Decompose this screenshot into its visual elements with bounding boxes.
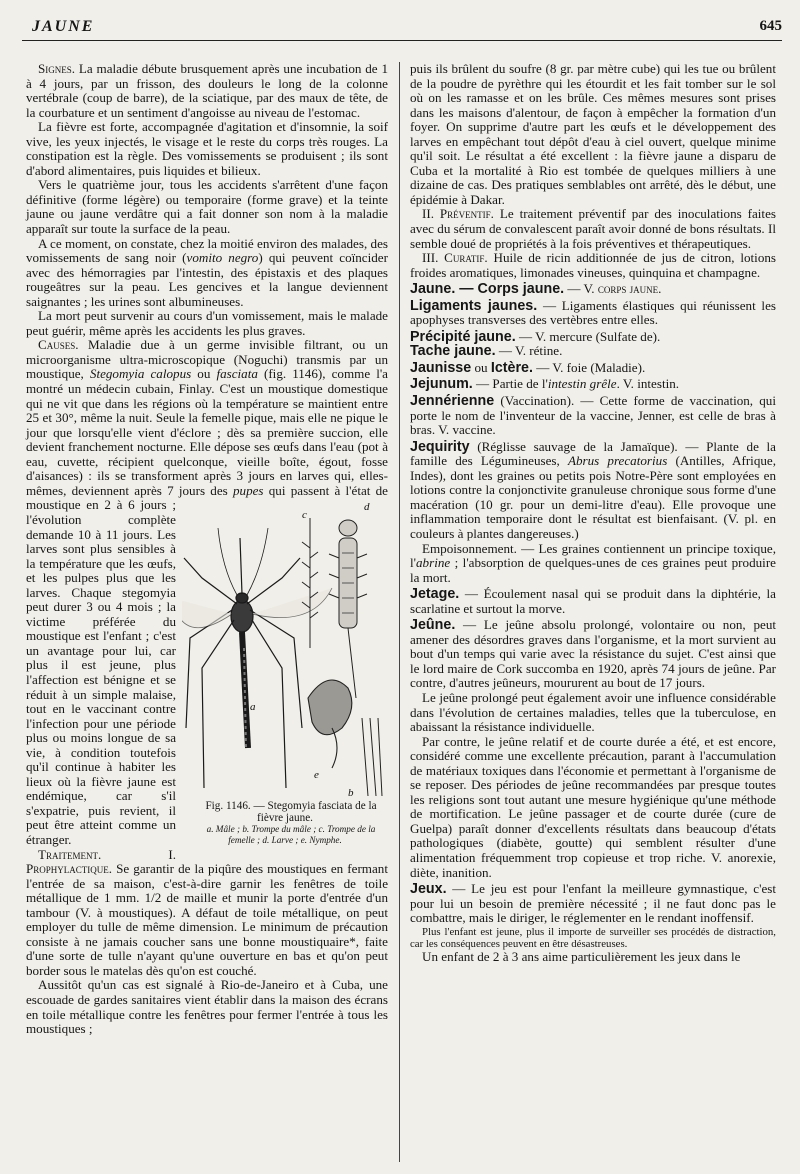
entry-jaune: Jaune. — Corps jaune. — V. corps jaune. — [410, 281, 662, 298]
causes-label: Causes. — [38, 337, 79, 353]
paragraph: La fièvre est forte, accompagnée d'agitation et d'insomnie, la soif vive, les yeux injectés, le visage et le reste du corps très rouges. La constipation est la règle. Des vomissements se produisent ; ils sont d'abord alimentaires, puis liquides et bilieux. — [26, 119, 388, 178]
column-rule — [399, 62, 400, 1162]
label-a: a — [250, 701, 256, 714]
paragraph: Vers le quatrième jour, tous les accidents s'arrêtent d'une façon définitive (forme légère) ou temporaire (forme grave) et la teinte jaune ou jaune verdâtre qui a fait donner son nom à la maladie apparaît sur toute la surface de la peau. — [26, 177, 388, 237]
paragraph: La mort peut survenir au cours d'un vomissement, mais le malade peut guérir, même après les accidents les plus graves. — [26, 308, 388, 338]
mosquito-illustration — [182, 498, 388, 800]
figure-caption: Fig. 1146. — Stegomyia fasciata de la fièvre jaune. — [205, 800, 377, 825]
right-column — [410, 62, 776, 964]
paragraph: Empoisonnement. — Les graines contiennent un principe toxique, l'abrine ; l'absorption de quelques-unes de ces graines peut produire la mort. — [410, 540, 776, 585]
paragraph: Le jeûne prolongé peut également avoir une influence considérable dans l'évolution de certaines maladies, telles que la tuberculose, en abaissant la résistance individuelle. — [410, 689, 776, 735]
label-d: d — [364, 501, 370, 514]
entry-jennerienne: Jennérienne (Vaccination). — Cette forme de vaccination, qui porte le nom de l'inventeur de la vaccine, Jenner, est celle de bras à bras. V. vaccine. — [410, 393, 776, 438]
label-c: c — [302, 509, 307, 522]
paragraph: A ce moment, on constate, chez la moitié environ des malades, des vomissements de sang noir (vomito negro) qui peuvent coïncider avec des hémorragies par l'intestin, des épistaxis et des plaques rougeâtres sur la peau. Les gencives et la langue deviennent saignantes ; les urines sont albumineuses. — [26, 235, 388, 309]
causes-paragraph: Causes. Maladie due à un germe invisible filtrant, ou un microorganisme ultra-microscopique (Noguchi) transmis par un moustique, Stegomyia calopus ou fasciata (fig. 1146), comme l'a montré un médecin cubain, Finlay. C'est un moustique domestique qui ne vit que dans les régions où la température se maintient entre 25 et 30°, même la nuit. Seule la femelle pique, mais elle ne pique le jour que lorsqu'elle vient d'éclore ; dès sa première succion, elle devient franchement nocturne. Elle dépose ses œufs dans l'eau (pot à eau, cuvette, récipient quelconque, vieille boîte, égout, fosse d'aisances) : ils se transforment après 3 jours en larves qui, elles-mêmes, deviennent après 7 jours des a b c d e Fig. 1146. — Stegomyia fasciata de la fièvre jaune. a. Mâle ; b. Trompe du mâle ; c. Trompe de la femelle ; d. Larve ; e. Nymphe. pupes qui passent à l'état de moustique en 2 à 6 jours ; l'évolution complète demande 10 à 11 jours. Les larves sont plus sensibles à la température que les œufs, et les pulpes plus que les larves. Chaque stegomyia peut durer 3 ou 4 mois ; la victime préférée du moustique est l'enfant ; c'est un avantage pour lui, car plus il est jeune, plus l'affection est bénigne et se réduit à un simple malaise, tout en le vaccinant contre l'infection pour une période plus ou moins longue de sa vie, à condition toutefois qu'il continue à habiter les lieux où la fièvre jaune est endémique, car s'il s'expatrie, puis revient, il peut être atteint comme un étranger. — [26, 338, 388, 847]
signes-label: Signes. — [38, 61, 76, 76]
paragraph: Aussitôt qu'un cas est signalé à Rio-de-Janeiro et à Cuba, une escouade de gardes sanitaires vient établir dans la maison des écrans en toile métallique contre les fenêtres pour fermer l'entrée à tous les moustiques ; — [26, 977, 388, 1037]
entry-jeux: Jeux. — Le jeu est pour l'enfant la meilleure gymnastique, c'est pour lui un besoin de première nécessité ; il ne faut donc pas le combattre, mais le diriger, le réglementer en le rendant inoffensif. — [410, 881, 776, 926]
label-e: e — [314, 769, 319, 782]
entry-jaunisse: Jaunisse ou Ictère. — V. foie (Maladie). — [410, 359, 646, 376]
paragraph: Un enfant de 2 à 3 ans aime particulièrement les jeux dans le — [422, 948, 741, 964]
label-b: b — [348, 787, 354, 800]
signes-paragraph: Signes. La maladie débute brusquement après une incubation de 1 à 4 jours, par un frisson, des douleurs le long de la colonne vertébrale (coup de barre), de la sciatique, par des maux de tête, de la courbature et un sentiment d'angoisse au niveau de l'estomac. — [26, 61, 388, 120]
entry-jequirity: Jequirity (Réglisse sauvage de la Jamaïque). — Plante de la famille des Légumineuses, Abrus precatorius (Antilles, Afrique, Indes), dont les graines ou petits pois Notre-Père sont employées en lotions contre la conjonctivite granuleuse chronique sous forme d'une macération (10 gr. pour un demi-litre d'eau). Elle provoque une inflammation temporaire dont le résultat est bienfaisant. (V. pl. en couleurs à plantes dangereuses.) — [410, 438, 776, 541]
running-header — [22, 18, 782, 41]
entry-precipite-jaune: Précipité jaune. — V. mercure (Sulfate de). — [410, 328, 661, 345]
entry-jejunum: Jejunum. — Partie de l'intestin grêle. V. intestin. — [410, 376, 680, 393]
figure-legend: a. Mâle ; b. Trompe du mâle ; c. Trompe de la femelle ; d. Larve ; e. Nymphe. — [206, 824, 376, 845]
entry-jeune: Jeûne. — Le jeûne absolu prolongé, volontaire ou non, peut amener des désordres graves dans l'organisme, et la mort survient au bout d'un temps qui varie avec la résistance du sujet. C'est ainsi que le lord maire de Cork succomba en 1920, après 74 jours de jeûne. Par contre, d'autres jeûneurs, moururent au bout de 17 jours. — [410, 617, 776, 691]
paragraph: puis ils brûlent du soufre (8 gr. par mètre cube) qui les tue ou brûlent de la poudre de pyrèthre qui les étourdit et les fait tomber sur le sol où on les ramasse et on les brûle. Ces mêmes mesures sont prises dans les maisons d'alentour, de façon à empêcher la formation d'un foyer. On supprime d'autre part les œufs et le développement des larves en empêchant tout dépôt d'eau à ciel ouvert, quelque minime qu'il soit. Le résultat a été excellent : la fièvre jaune a disparu de Cuba et la mortalité à Rio est tombée de quelques milliers à une dizaine de cas. Des pratiques semblables ont arrêté, dès le début, une épidémie à Dakar. — [410, 61, 776, 207]
curatif-paragraph: III. Curatif. Huile de ricin additionnée de jus de citron, lotions froides aromatiques, limonades vineuses, quinquina et champagne. — [410, 250, 777, 280]
page-number: 645 — [759, 18, 782, 34]
entry-tache-jaune: Tache jaune. — V. rétine. — [410, 343, 563, 360]
running-title: JAUNE — [32, 18, 95, 35]
preventif-paragraph: II. Préventif. Le traitement préventif par des inoculations faites avec du sérum de convalescent paraît avoir donné de bons résultats. Il semble doué de propriétés à la fois préventives et thérapeutiques. — [410, 206, 776, 251]
traitement-paragraph: Traitement. I. Prophylactique. Se garantir de la piqûre des moustiques en fermant l'entrée de sa maison, c'est-à-dire garnir les fenêtres de toile métallique de 1 mm. 1/2 de maille et munir la porte d'entrée d'un tambour (V. à moustiques). A défaut de toile métallique, on peut employer du tulle de même dimension. Le minimum de précaution consiste à ne jamais coucher sans une bonne moustiquaire*, faite d'une sorte de tulle n'ayant qu'une ouverture en bas et qu'on peut border sous le matelas dès qu'on est couché. — [26, 846, 388, 978]
small-print: Plus l'enfant est jeune, plus il importe de surveiller ses procédés de distraction, car les conséquences peuvent en être désastreuses. — [410, 925, 776, 950]
entry-jetage: Jetage. — Écoulement nasal qui se produit dans la diphtérie, la scarlatine et surtout la morve. — [410, 586, 776, 616]
paragraph: Par contre, le jeûne relatif et de courte durée a été, et est encore, considéré comme une excellente précaution, parant à l'accumulation de matériaux toxiques dans l'économie et permettant à l'organisme de se reposer. Des périodes de jeûne recommandées par presque toutes les religions sont tout autant une mesure hygiénique qu'une méthode de mortification. Le jeûne passager et de courte durée (cure de Guelpa) paraît donner d'excellents résultats dans beaucoup d'états pathologiques (diabète, goutte) qui semblent résulter d'une alimentation fréquemment trop copieuse et trop riche. V. anorexie, diète, inanition. — [410, 733, 776, 880]
figure-1146 — [182, 498, 388, 850]
entry-ligaments-jaunes: Ligaments jaunes. — Ligaments élastiques qui réunissent les apophyses transverses des vertèbres entre elles. — [410, 297, 776, 328]
left-column — [26, 62, 388, 1037]
